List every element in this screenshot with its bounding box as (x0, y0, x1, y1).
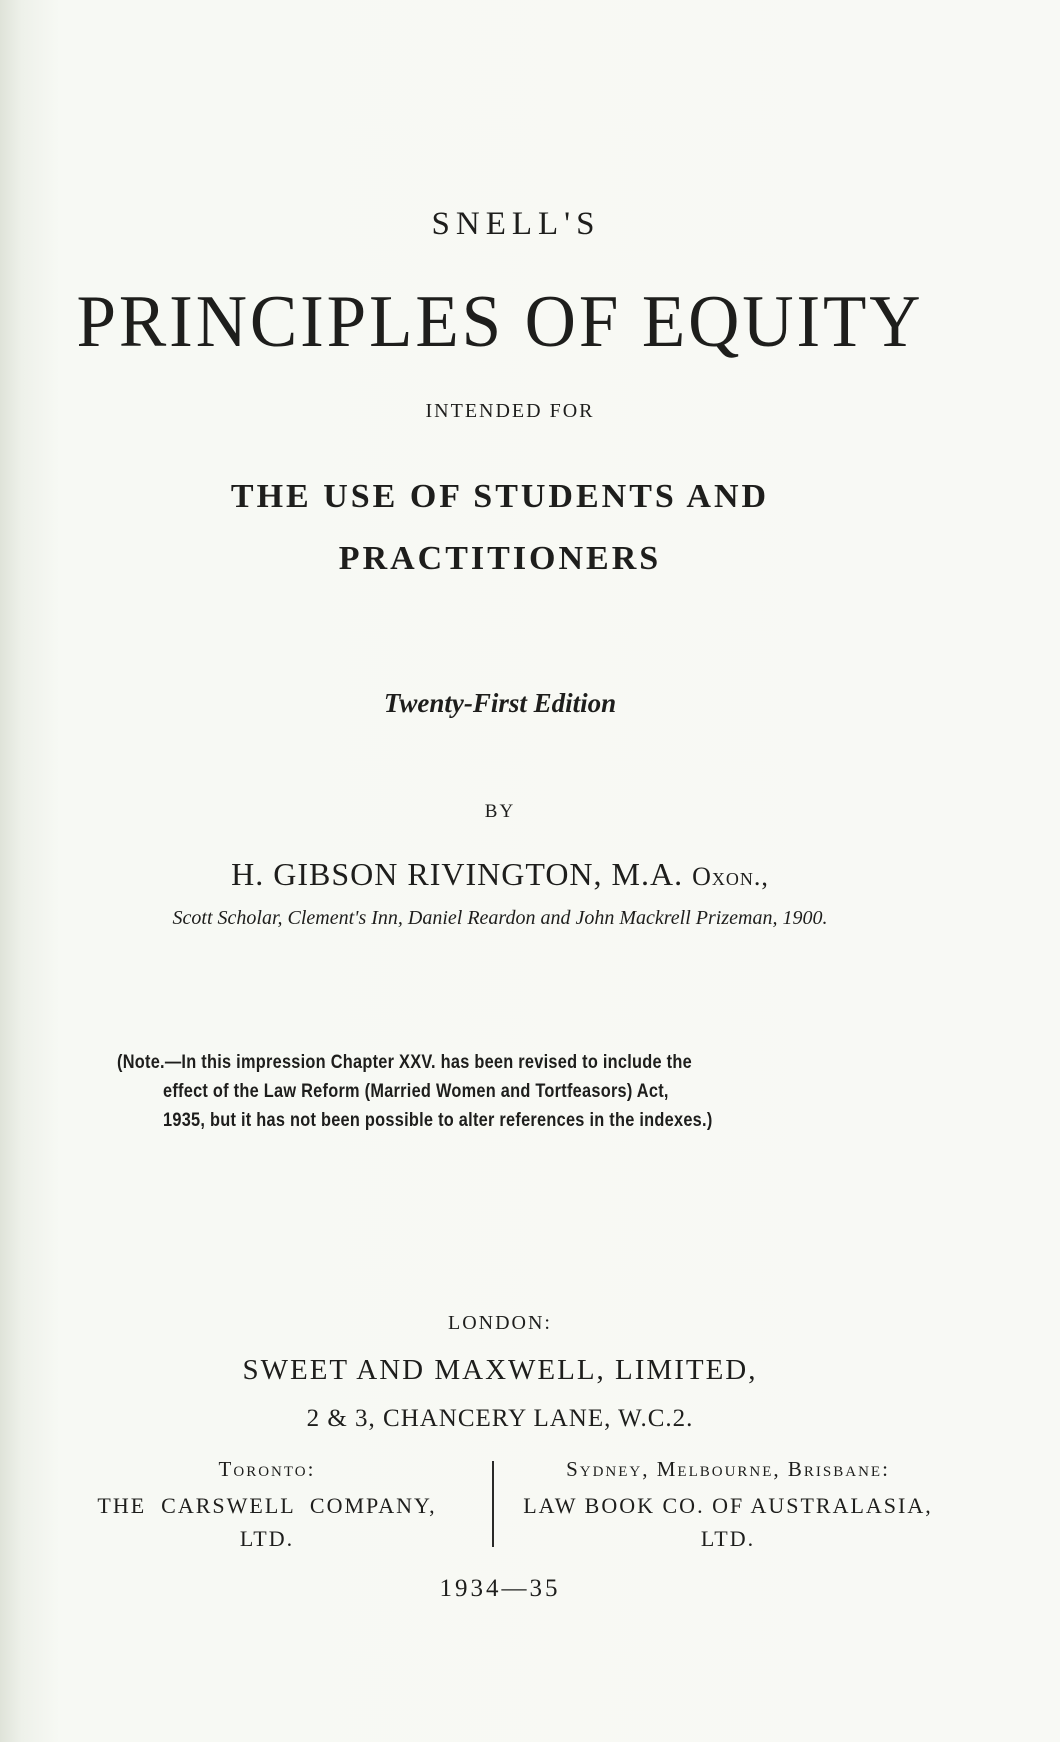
agent-city: Sydney, Melbourne, Brisbane: (566, 1457, 890, 1481)
by-label: BY (484, 801, 516, 822)
agent-name: THE CARSWELL COMPANY, (97, 1493, 437, 1518)
edition: Twenty-First Edition (383, 688, 617, 718)
column-divider (492, 1461, 494, 1547)
author-credentials: Scott Scholar, Clement's Inn, Daniel Reardon and John Mackrell Prizeman, 1900. (172, 907, 828, 929)
author (0, 858, 1030, 890)
intended-for: INTENDED FOR (425, 400, 595, 422)
agent-city: Toronto: (218, 1457, 316, 1481)
title-possessive: SNELL'S (431, 206, 601, 242)
agent-name: LAW BOOK CO. OF AUSTRALASIA, (523, 1493, 933, 1518)
publisher-name: SWEET AND MAXWELL, LIMITED, (242, 1354, 758, 1386)
purpose-line-1: THE USE OF STUDENTS AND (230, 478, 770, 515)
agent-suffix: LTD. (239, 1526, 295, 1551)
author-name: H. GIBSON RIVINGTON, M.A. (231, 856, 684, 892)
publication-year: 1934—35 (439, 1575, 561, 1602)
note-line: 1935, but it has not been possible to alter references in the indexes.) (163, 1110, 713, 1131)
publisher-city: LONDON: (448, 1312, 552, 1334)
note-line: effect of the Law Reform (Married Women and Tortfeasors) Act, (163, 1081, 669, 1102)
book-title: PRINCIPLES OF EQUITY (76, 281, 924, 363)
agent-suffix: LTD. (700, 1526, 756, 1551)
publisher-address: 2 & 3, CHANCERY LANE, W.C.2. (306, 1405, 694, 1432)
author-degree: Oxon., (692, 862, 769, 891)
purpose-line-2: PRACTITIONERS (338, 540, 662, 577)
note-line: (Note.—In this impression Chapter XXV. has been revised to include the (117, 1052, 692, 1073)
